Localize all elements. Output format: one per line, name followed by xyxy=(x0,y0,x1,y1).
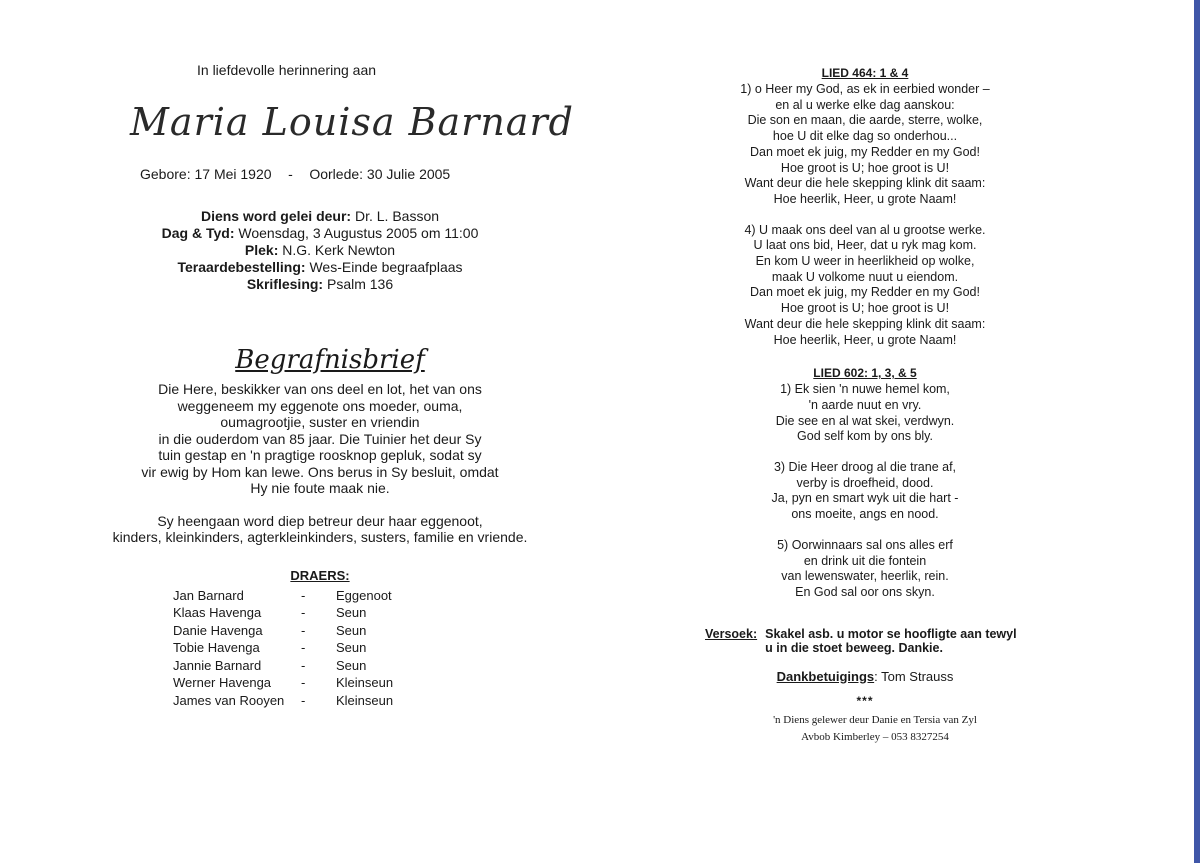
brief-title: Begrafnisbrief xyxy=(235,345,425,375)
hymn-verse xyxy=(700,538,1030,601)
pallbearer-role: Kleinseun xyxy=(336,675,394,691)
pallbearers-list xyxy=(173,587,580,710)
request-label: Versoek: xyxy=(705,626,758,641)
detail-row xyxy=(60,208,580,225)
hymn-title: LIED 464: 1 & 4 xyxy=(821,66,909,80)
pallbearer-dash: - xyxy=(301,693,306,709)
born-date: 17 Mei 1920 xyxy=(194,166,272,182)
verse-line: Dan moet ek juig, my Redder en my God! xyxy=(750,144,980,159)
pallbearer-dash: - xyxy=(301,587,306,603)
hymn-verse xyxy=(700,82,1030,208)
detail-row xyxy=(60,276,580,293)
date-separator: - xyxy=(288,166,293,182)
verse-line: Hoe heerlik, Heer, u grote Naam! xyxy=(773,332,957,347)
pallbearer-role: Seun xyxy=(336,605,367,621)
request-text xyxy=(765,627,1016,655)
pallbearer-row xyxy=(173,639,580,657)
hymn-verse xyxy=(700,382,1030,445)
page-edge xyxy=(1194,0,1200,863)
brief-line: in die ouderdom van 85 jaar. Die Tuinier het deur Sy xyxy=(158,430,482,447)
verse-line: En God sal oor ons skyn. xyxy=(795,584,935,599)
detail-value: Woensdag, 3 Augustus 2005 om 11:00 xyxy=(238,225,479,241)
deceased-name: Maria Louisa Barnard xyxy=(130,100,574,144)
verse-line: Hoe heerlik, Heer, u grote Naam! xyxy=(773,191,957,206)
service-provider xyxy=(700,712,1030,746)
hymn-verse xyxy=(700,460,1030,523)
died-label: Oorlede: xyxy=(309,166,364,182)
pallbearers-title: DRAERS: xyxy=(290,567,350,583)
verse-line: verby is droefheid, dood. xyxy=(796,475,934,490)
service-details xyxy=(60,208,580,293)
brief-line: vir ewig by Hom kan lewe. Ons berus in Sy besluit, omdat xyxy=(141,463,499,480)
detail-label: Dag & Tyd: xyxy=(161,225,235,241)
hymn-602 xyxy=(700,366,1030,600)
detail-value: Dr. L. Basson xyxy=(354,208,440,224)
born-label: Gebore: xyxy=(140,166,191,182)
verse-line: God self kom by ons bly. xyxy=(797,429,933,444)
pallbearer-role: Seun xyxy=(336,657,367,673)
detail-value: N.G. Kerk Newton xyxy=(282,242,396,258)
detail-row xyxy=(60,259,580,276)
pallbearer-role: Seun xyxy=(336,640,367,656)
left-panel xyxy=(60,62,580,710)
verse-line: 5) Oorwinnaars sal ons alles erf xyxy=(777,537,953,552)
verse-line: en al u werke elke dag aanskou: xyxy=(775,97,955,112)
verse-line: U laat ons bid, Heer, dat u ryk mag kom. xyxy=(753,238,977,253)
pallbearer-role: Eggenoot xyxy=(336,587,392,603)
acknowledgements-label: Dankbetuigings xyxy=(776,668,875,684)
detail-row xyxy=(60,242,580,259)
brief-line: Hy nie foute maak nie. xyxy=(250,480,390,496)
verse-line: Want deur die hele skepping klink dit saam: xyxy=(744,176,986,191)
life-dates xyxy=(60,166,580,182)
pallbearer-name: Jannie Barnard xyxy=(173,657,262,673)
pallbearer-name: Danie Havenga xyxy=(173,622,263,638)
detail-label: Diens word gelei deur: xyxy=(200,208,352,224)
pallbearer-dash: - xyxy=(301,622,306,638)
pallbearer-dash: - xyxy=(301,605,306,621)
verse-line: 1) Ek sien 'n nuwe hemel kom, xyxy=(780,382,950,397)
brief-line: oumagrootjie, suster en vriendin xyxy=(220,414,420,430)
verse-line: 1) o Heer my God, as ek in eerbied wonder – xyxy=(740,82,990,96)
right-panel xyxy=(700,66,1030,746)
hymn-verse xyxy=(700,223,1030,349)
verse-line: 'n aarde nuut en vry. xyxy=(808,397,922,412)
pallbearer-dash: - xyxy=(301,640,306,656)
stars-divider: *** xyxy=(856,693,874,708)
pallbearer-dash: - xyxy=(301,657,306,673)
provider-line: Avbob Kimberley – 053 8327254 xyxy=(801,730,949,743)
intro-text: In liefdevolle herinnering aan xyxy=(197,62,377,78)
hymn-title: LIED 602: 1, 3, & 5 xyxy=(813,366,917,381)
brief-text xyxy=(60,381,580,497)
detail-row xyxy=(60,225,580,242)
verse-line: Die son en maan, die aarde, sterre, wolke, xyxy=(747,113,983,128)
brief-line: Die Here, beskikker van ons deel en lot, het van ons xyxy=(158,381,482,397)
pallbearer-row xyxy=(173,604,580,622)
pallbearer-name: James van Rooyen xyxy=(173,693,285,709)
pallbearer-dash: - xyxy=(301,675,306,691)
pallbearer-role: Seun xyxy=(336,622,367,638)
brief-line: tuin gestap en 'n pragtige roosknop gepluk, sodat sy xyxy=(158,447,482,463)
verse-line: ons moeite, angs en nood. xyxy=(791,507,939,522)
pallbearer-name: Klaas Havenga xyxy=(173,605,262,621)
verse-line: Hoe groot is U; hoe groot is U! xyxy=(780,160,950,175)
verse-line: Ja, pyn en smart wyk uit die hart - xyxy=(771,491,959,506)
verse-line: maak U volkome nuut u eiendom. xyxy=(771,269,959,284)
verse-line: en drink uit die fontein xyxy=(803,553,927,568)
detail-label: Plek: xyxy=(244,242,279,258)
verse-line: 3) Die Heer droog al die trane af, xyxy=(773,460,957,475)
pallbearer-row xyxy=(173,657,580,675)
verse-line: Want deur die hele skepping klink dit saam: xyxy=(744,316,986,331)
request-note xyxy=(700,627,1030,655)
pallbearer-row xyxy=(173,674,580,692)
pallbearer-name: Werner Havenga xyxy=(173,675,272,691)
verse-line: 4) U maak ons deel van al u grootse werke. xyxy=(744,222,986,237)
verse-line: hoe U dit elke dag so onderhou... xyxy=(772,129,958,144)
provider-line: 'n Diens gelewer deur Danie en Tersia van Zyl xyxy=(773,713,977,726)
verse-line: Die see en al wat skei, verdwyn. xyxy=(775,413,955,428)
verse-line: Hoe groot is U; hoe groot is U! xyxy=(780,301,950,316)
acknowledgements xyxy=(700,669,1030,684)
brief-line: weggeneem my eggenote ons moeder, ouma, xyxy=(177,397,463,414)
verse-line: En kom U weer in heerlikheid op wolke, xyxy=(755,254,975,269)
pallbearer-name: Jan Barnard xyxy=(173,587,244,603)
detail-label: Teraardebestelling: xyxy=(177,259,306,275)
detail-value: Wes-Einde begraafplaas xyxy=(309,259,463,275)
request-line: u in die stoet beweeg. Dankie. xyxy=(765,640,943,655)
mourners-line: Sy heengaan word diep betreur deur haar eggenoot, xyxy=(157,512,483,529)
pallbearer-name: Tobie Havenga xyxy=(173,640,260,656)
hymn-464 xyxy=(700,66,1030,348)
pallbearer-row xyxy=(173,622,580,640)
pallbearer-role: Kleinseun xyxy=(336,693,394,709)
detail-value: Psalm 136 xyxy=(326,276,394,292)
mourners-text xyxy=(60,513,580,546)
pallbearer-row xyxy=(173,587,580,605)
verse-line: Dan moet ek juig, my Redder en my God! xyxy=(750,285,980,300)
died-date: 30 Julie 2005 xyxy=(366,166,451,182)
mourners-line: kinders, kleinkinders, agterkleinkinders, susters, familie en vriende. xyxy=(112,529,528,545)
detail-label: Skriflesing: xyxy=(246,276,324,292)
acknowledgements-value: : Tom Strauss xyxy=(874,668,954,684)
pallbearer-row xyxy=(173,692,580,710)
verse-line: van lewenswater, heerlik, rein. xyxy=(781,569,949,584)
request-line: Skakel asb. u motor se hoofligte aan tewyl xyxy=(765,626,1017,641)
